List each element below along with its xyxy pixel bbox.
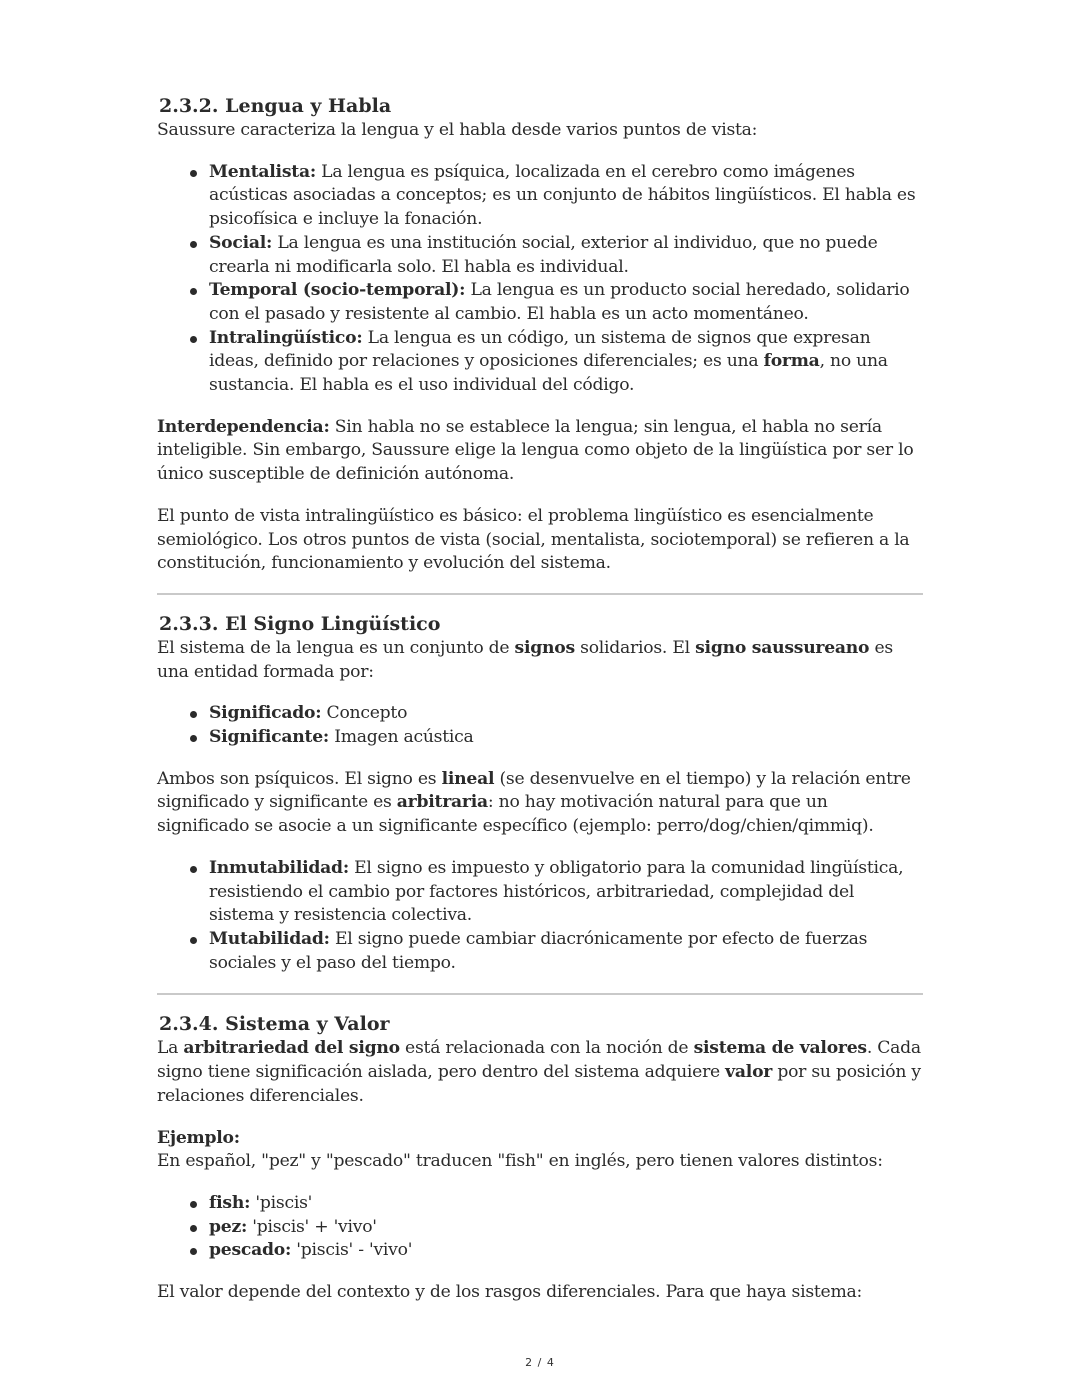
section-divider (157, 993, 923, 995)
paragraph-intralinguistico: El punto de vista intralingüístico es básico: el problema lingüístico es esencialmente semiológico. Los otros puntos de vista (social, mentalista, sociotemporal) se refieren a la constitución, funcionamiento y evolución del sistema. (157, 505, 910, 574)
paragraph-sistema-intro: La arbitrariedad del signo está relacionada con la noción de sistema de valores. Cada signo tiene significación aislada, pero dentro del sistema adquiere valor por su posición y relaciones diferenciales. (157, 1038, 921, 1106)
bullet-icon (190, 1201, 197, 1208)
list-item: Intralingüístico: La lengua es un código, un sistema de signos que expresan ideas, definido por relaciones y oposiciones diferenciales; es una forma, no una sustancia. El habla es el uso individual del código. (209, 327, 923, 398)
paragraph-arbitrariedad: Ambos son psíquicos. El signo es lineal (se desenvuelve en el tiempo) y la relación entre significado y significante es arbitraria: no hay motivación natural para que un significado se asocie a un significante específico (ejemplo: perro/dog/chien/qimmiq). (157, 768, 911, 837)
list-item: pescado: 'piscis' - 'vivo' (209, 1239, 923, 1263)
sign-components-list (157, 702, 923, 749)
list-item: Significante: Imagen acústica (209, 726, 923, 750)
list-item: Mutabilidad: El signo puede cambiar diacrónicamente por efecto de fuerzas sociales y el paso del tiempo. (209, 928, 923, 975)
paragraph-interdependencia: Interdependencia: Sin habla no se establece la lengua; sin lengua, el habla no sería inteligible. Sin embargo, Saussure elige la lengua como objeto de la lingüística por ser lo único susceptible de definición autónoma. (157, 416, 914, 485)
list-item: Significado: Concepto (209, 702, 923, 726)
bullet-icon (190, 170, 197, 177)
section-heading-signo: 2.3.3. El Signo Lingüístico (159, 612, 441, 635)
paragraph-intro: Saussure caracteriza la lengua y el habla desde varios puntos de vista: (157, 120, 758, 140)
paragraph-example: En español, "pez" y "pescado" traducen "fish" en inglés, pero tienen valores distintos: (157, 1151, 883, 1172)
bullet-icon (190, 866, 197, 873)
viewpoints-list (157, 161, 923, 398)
document-page (157, 93, 923, 1305)
bullet-icon (190, 1248, 197, 1255)
paragraph-signo-intro: El sistema de la lengua es un conjunto de signos solidarios. El signo saussureano es una entidad formada por: (157, 637, 893, 682)
page-number: 2 / 4 (525, 1356, 555, 1369)
list-item: Social: La lengua es una institución social, exterior al individuo, que no puede crearla ni modificarla solo. El habla es individual. (209, 232, 923, 279)
bullet-icon (190, 288, 197, 295)
bullet-icon (190, 1225, 197, 1232)
list-item: Temporal (socio-temporal): La lengua es un producto social heredado, solidario con el pasado y resistente al cambio. El habla es un acto momentáneo. (209, 279, 923, 326)
section-heading-sistema-valor: 2.3.4. Sistema y Valor (159, 1013, 390, 1036)
paragraph-valor-closing: El valor depende del contexto y de los rasgos diferenciales. Para que haya sistema: (157, 1282, 863, 1303)
sign-properties-list (157, 857, 923, 976)
bullet-icon (190, 241, 197, 248)
bullet-icon (190, 735, 197, 742)
list-item: pez: 'piscis' + 'vivo' (209, 1216, 923, 1240)
section-heading-lengua-habla: 2.3.2. Lengua y Habla (159, 95, 392, 117)
example-label: Ejemplo: (157, 1127, 240, 1148)
list-item: Mentalista: La lengua es psíquica, localizada en el cerebro como imágenes acústicas asociadas a conceptos; es un conjunto de hábitos lingüísticos. El habla es psicofísica e incluye la fonación. (209, 161, 923, 232)
section-divider (157, 593, 923, 595)
bullet-icon (190, 937, 197, 944)
bullet-icon (190, 336, 197, 343)
list-item: fish: 'piscis' (209, 1192, 923, 1216)
examples-list (157, 1192, 923, 1263)
bullet-icon (190, 711, 197, 718)
list-item: Inmutabilidad: El signo es impuesto y obligatorio para la comunidad lingüística, resistiendo el cambio por factores históricos, arbitrariedad, complejidad del sistema y resistencia colectiva. (209, 857, 923, 928)
